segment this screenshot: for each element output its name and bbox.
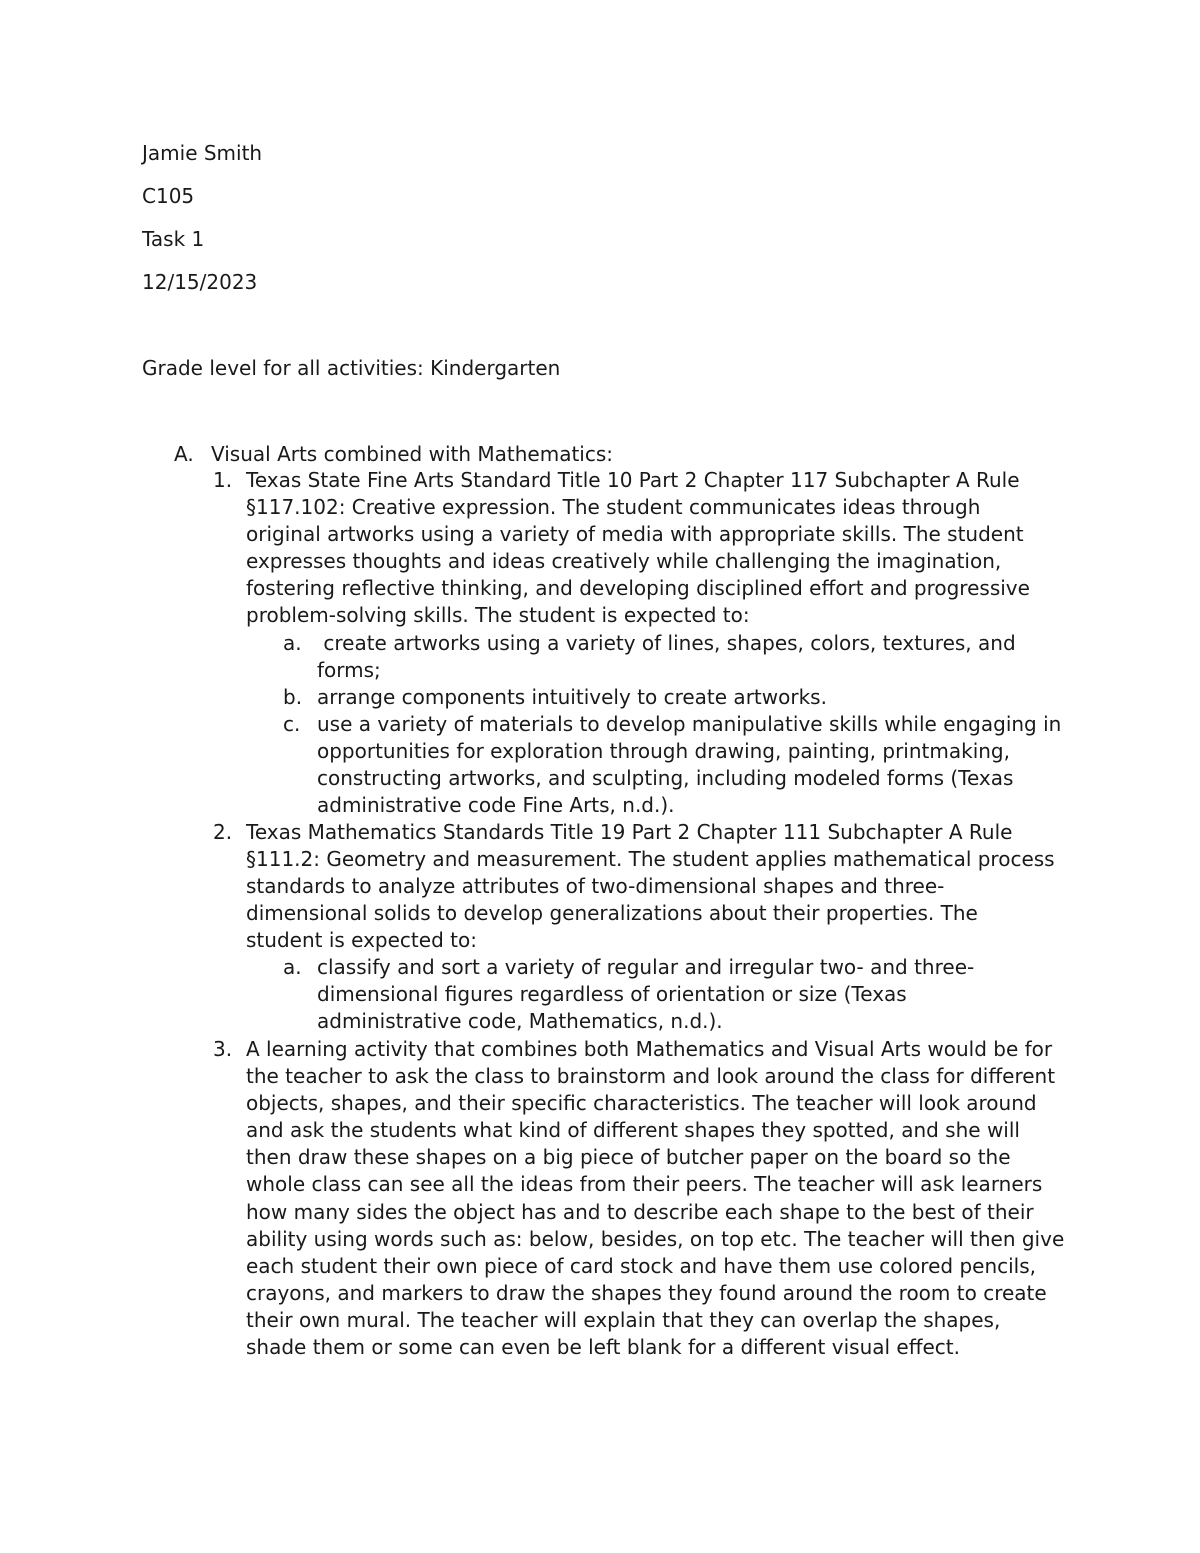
- item-2a-marker: a.: [283, 955, 302, 979]
- item-3-text: A learning activity that combines both Mathematics and Visual Arts would be for the teacher to ask the class to brainstorm and look around the class for different objects, shapes, and their specific characteristics. The teacher will look around and ask the students what kind of different shapes they spotted, and she will then draw these shapes on a big piece of butcher paper on the board so the whole class can see all the ideas from their peers. The teacher will ask learners how many sides the object has and to describe each shape to the best of their ability using words such as: below, besides, on top etc. The teacher will then give each student their own piece of card stock and have them use colored pencils, crayons, and markers to draw the shapes they found around the room to create their own mural. The teacher will explain that they can overlap the shapes, shade them or some can even be left blank for a different visual effect.: [246, 1037, 1065, 1360]
- item-2a-text: classify and sort a variety of regular and irregular two- and three-dimensional figures regardless of orientation or size (Texas administrative code, Mathematics, n.d.).: [317, 955, 975, 1034]
- item-1a-marker: a.: [283, 631, 302, 655]
- task-label: Task 1: [142, 227, 205, 251]
- item-1b-marker: b.: [283, 685, 303, 709]
- course-code: C105: [142, 184, 195, 208]
- item-1b-text: arrange components intuitively to create artworks.: [317, 685, 827, 709]
- item-2-marker: 2.: [213, 820, 233, 844]
- item-1c-marker: c.: [283, 712, 301, 736]
- author-name: Jamie Smith: [142, 141, 263, 165]
- section-a-marker: A.: [174, 442, 194, 466]
- item-1-marker: 1.: [213, 468, 233, 492]
- item-3-marker: 3.: [213, 1037, 233, 1061]
- item-1c-text: use a variety of materials to develop manipulative skills while engaging in opportunities for exploration through drawing, painting, printmaking, constructing artworks, and sculpting, including modeled forms (Texas administrative code Fine Arts, n.d.).: [317, 712, 1062, 818]
- grade-level: Grade level for all activities: Kindergarten: [142, 356, 561, 380]
- item-1a-text: create artworks using a variety of lines, shapes, colors, textures, and forms;: [317, 631, 1022, 683]
- date: 12/15/2023: [142, 270, 258, 294]
- section-a-title: Visual Arts combined with Mathematics:: [211, 442, 614, 466]
- item-1-text: Texas State Fine Arts Standard Title 10 Part 2 Chapter 117 Subchapter A Rule §117.102: Creative expression. The student communicates ideas through original artworks using a variety of media with appropriate skills. The student expresses thoughts and ideas creatively while challenging the imagination, fostering reflective thinking, and developing disciplined effort and progressive problem-solving skills. The student is expected to:: [246, 468, 1030, 628]
- item-2-text: Texas Mathematics Standards Title 19 Part 2 Chapter 111 Subchapter A Rule §111.2: Geometry and measurement. The student applies mathematical process standards to analyze attributes of two-dimensional shapes and three-dimensional solids to develop generalizations about their properties. The student is expected to:: [246, 820, 1055, 953]
